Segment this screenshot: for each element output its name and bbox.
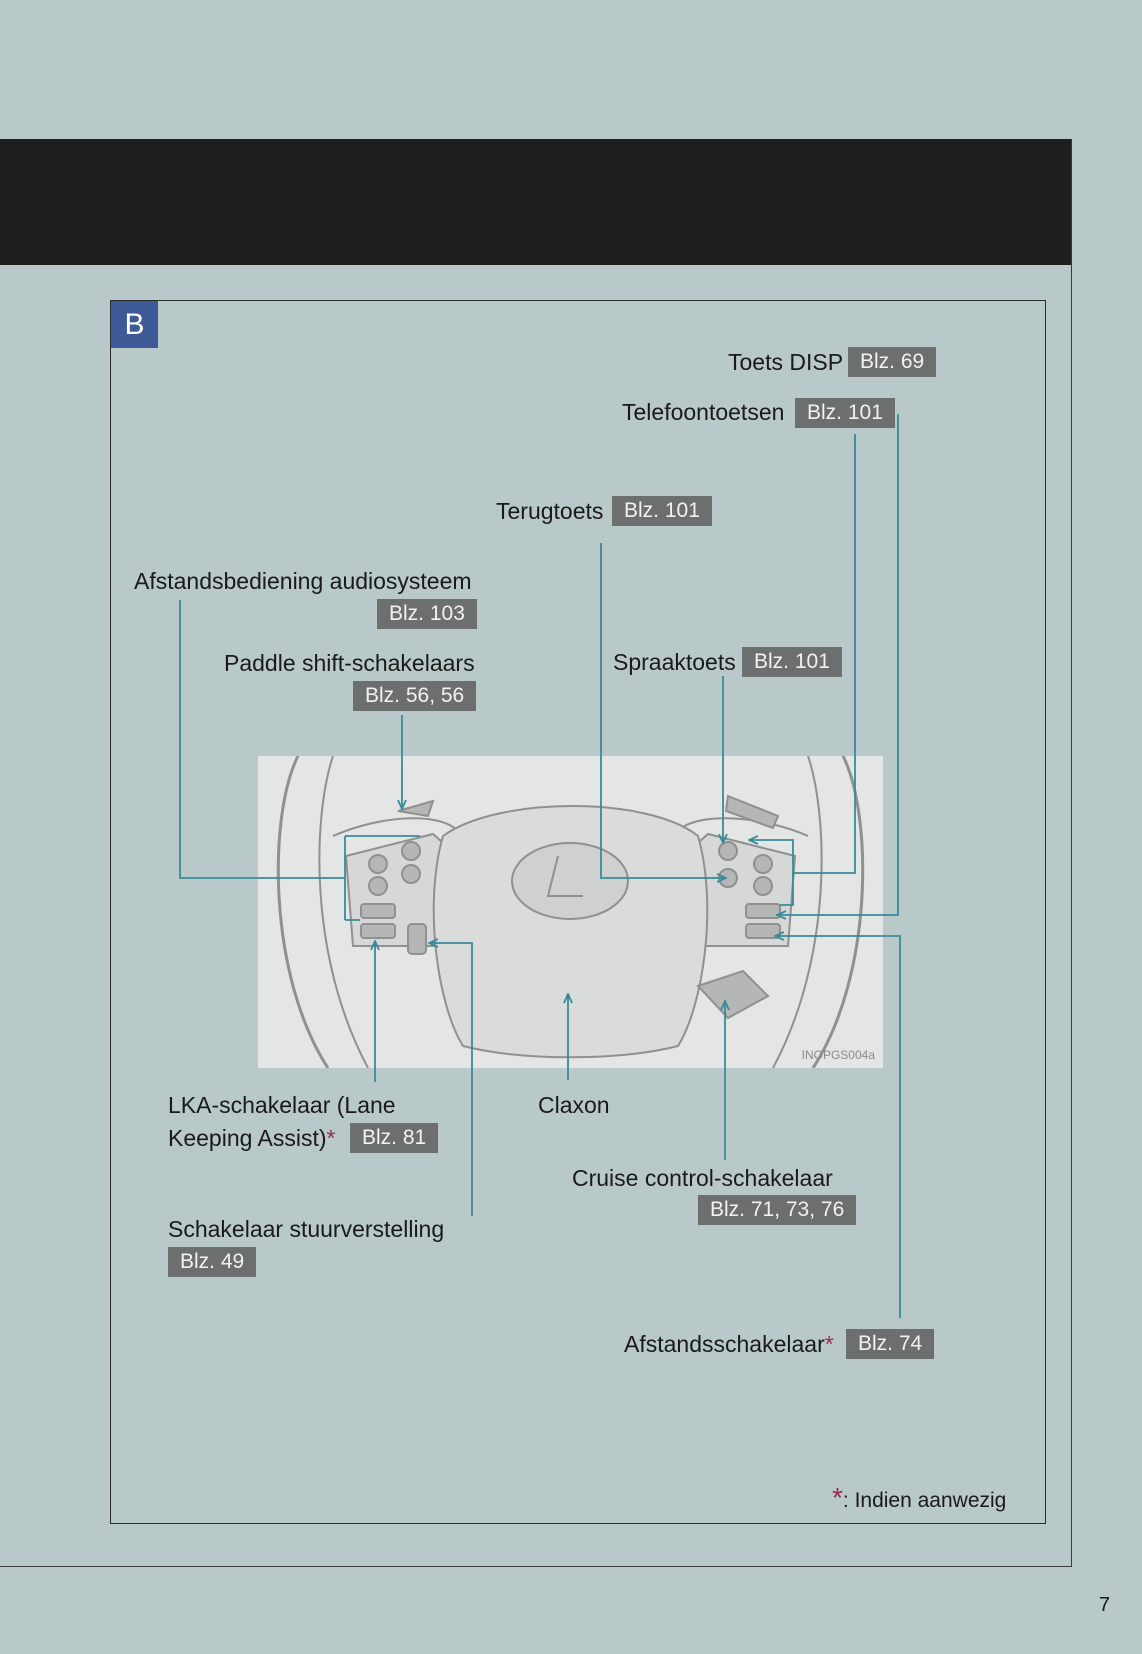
section-tag: B bbox=[111, 301, 158, 348]
distance-switch-page-ref: Blz. 74 bbox=[846, 1329, 934, 1359]
distance-asterisk: * bbox=[824, 1331, 834, 1357]
voice-button-page-ref: Blz. 101 bbox=[742, 647, 842, 677]
steering-adjust-page-ref: Blz. 49 bbox=[168, 1247, 256, 1277]
horn-label: Claxon bbox=[538, 1092, 610, 1118]
back-button-page-ref: Blz. 101 bbox=[612, 496, 712, 526]
lka-switch-page-ref: Blz. 81 bbox=[350, 1123, 438, 1153]
cruise-control-label: Cruise control-schakelaar bbox=[572, 1165, 833, 1191]
phone-buttons-label: Telefoontoetsen bbox=[622, 399, 785, 425]
footnote-asterisk: * bbox=[832, 1482, 843, 1513]
audio-remote-label: Afstandsbediening audiosysteem bbox=[134, 568, 472, 594]
paddle-shift-page-ref: Blz. 56, 56 bbox=[353, 681, 476, 711]
disp-button-page-ref: Blz. 69 bbox=[848, 347, 936, 377]
page-frame-bottom bbox=[0, 1566, 1072, 1567]
header-bar bbox=[0, 139, 1072, 265]
voice-button-label: Spraaktoets bbox=[613, 649, 736, 675]
steering-adjust-label: Schakelaar stuurverstelling bbox=[168, 1216, 445, 1242]
distance-switch-label: Afstandsschakelaar* bbox=[624, 1331, 834, 1357]
illustration-code: INOPGS004a bbox=[801, 1048, 875, 1062]
footnote-text: : Indien aanwezig bbox=[842, 1489, 1007, 1512]
back-button-label: Terugtoets bbox=[496, 498, 604, 524]
audio-remote-page-ref: Blz. 103 bbox=[377, 599, 477, 629]
phone-buttons-page-ref: Blz. 101 bbox=[795, 398, 895, 428]
footnote bbox=[832, 1484, 1006, 1515]
steering-wheel-drawing bbox=[258, 756, 883, 1068]
page-frame-right bbox=[1071, 139, 1072, 1567]
cruise-control-page-ref: Blz. 71, 73, 76 bbox=[698, 1195, 856, 1225]
disp-button-label: Toets DISP bbox=[728, 349, 844, 375]
lka-asterisk: * bbox=[326, 1125, 336, 1151]
paddle-shift-label: Paddle shift-schakelaars bbox=[224, 650, 475, 676]
steering-wheel-illustration bbox=[258, 756, 883, 1068]
lka-switch-label-line2: Keeping Assist)* bbox=[168, 1125, 336, 1151]
page-number: 7 bbox=[1098, 1594, 1110, 1616]
lka-switch-label-line1: LKA-schakelaar (Lane bbox=[168, 1092, 396, 1118]
